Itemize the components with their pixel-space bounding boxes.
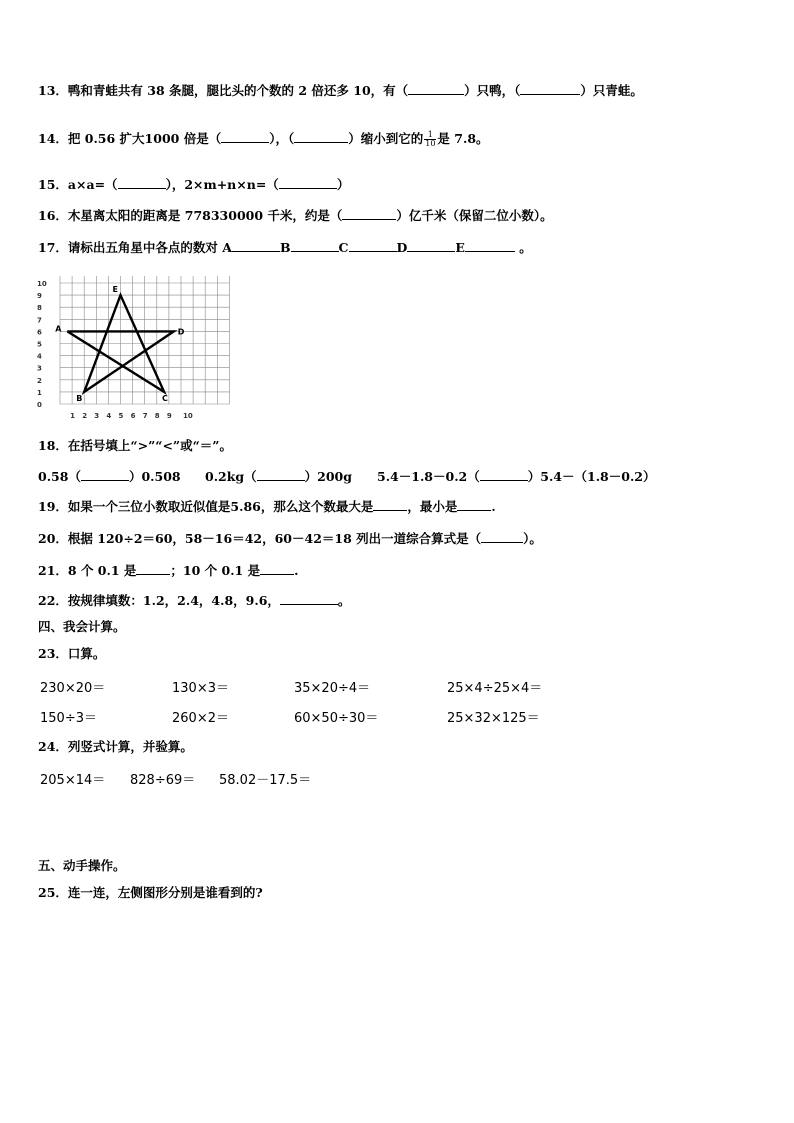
question-17: 17．请标出五角星中各点的数对 A B C D E 。 (38, 240, 532, 255)
question-20: 20．根据 120÷2＝60，58－16＝42，60－42＝18 列出一道综合算式是（ ）。 (38, 531, 542, 546)
oral-calc-item: 25×4÷25×4＝ (447, 681, 543, 696)
vertical-calc-item: 205×14＝ (40, 773, 106, 788)
answer-blank[interactable] (221, 130, 269, 143)
y-tick-label: 9 (37, 292, 42, 301)
x-tick-label: 3 (94, 412, 100, 420)
answer-blank[interactable] (257, 468, 305, 481)
question-14: 14．把 0.56 扩大1000 倍是（ ），（ ）缩小到它的 $\frac{1}{10}$ 是 7.8。 (38, 130, 489, 148)
x-tick-label: 7 (142, 412, 148, 420)
y-tick-label: 3 (37, 364, 42, 373)
answer-blank-b[interactable] (291, 239, 339, 252)
answer-blank[interactable] (373, 498, 407, 511)
answer-blank[interactable] (481, 530, 523, 543)
compare-item-2: 0.2kg（ ）200g (205, 469, 352, 484)
oral-calc-item: 150÷3＝ (40, 711, 97, 726)
star-point-label-a: A (55, 324, 62, 334)
answer-blank[interactable] (260, 562, 294, 575)
compare-item-3: 5.4－1.8－0.2（ ）5.4－（1.8－0.2） (377, 469, 656, 484)
oral-calc-item: 230×20＝ (40, 681, 106, 696)
answer-blank[interactable] (457, 498, 491, 511)
answer-blank[interactable] (81, 468, 129, 481)
question-23: 23．口算。 (38, 646, 106, 661)
answer-blank[interactable] (136, 562, 170, 575)
answer-blank[interactable] (480, 468, 528, 481)
section-4-heading: 四、我会计算。 (38, 619, 126, 634)
answer-blank[interactable] (294, 130, 348, 143)
oral-calc-item: 260×2＝ (172, 711, 229, 726)
x-tick-label: 6 (130, 412, 136, 420)
question-22: 22．按规律填数：1.2，2.4，4.8，9.6， 。 (38, 593, 351, 608)
question-16: 16．木星离太阳的距离是 778330000 千米，约是（ ）亿千米（保留二位小数）。 (38, 208, 553, 223)
y-tick-label: 10 (37, 280, 47, 288)
y-tick-label: 5 (37, 340, 42, 349)
x-tick-label: 9 (166, 412, 172, 420)
question-18: 18．在括号填上“>”“<”或“＝”。 (38, 438, 232, 453)
star-grid-figure (34, 276, 234, 422)
question-21: 21．8 个 0.1 是 ；10 个 0.1 是 . (38, 563, 299, 578)
x-tick-label: 4 (106, 412, 112, 420)
vertical-calc-item: 828÷69＝ (130, 773, 196, 788)
oral-calc-item: 60×50÷30＝ (294, 711, 379, 726)
y-tick-label: 1 (37, 388, 42, 397)
vertical-calc-item: 58.02－17.5＝ (219, 773, 312, 788)
answer-blank-e[interactable] (465, 239, 515, 252)
x-tick-label: 2 (82, 412, 88, 420)
y-tick-label: 8 (37, 304, 42, 313)
x-tick-label: 1 (70, 412, 75, 420)
answer-blank-c[interactable] (349, 239, 397, 252)
compare-item-1: 0.58（ ）0.508 (38, 469, 181, 484)
question-19: 19．如果一个三位小数取近似值是5.86，那么这个数最大是 ，最小是 . (38, 499, 496, 514)
oral-calc-item: 35×20÷4＝ (294, 681, 371, 696)
question-15: 15．a×a=（ ），2×m+n×n=（ ） (38, 177, 350, 192)
fraction: $\frac{1}{10}$ (425, 130, 436, 148)
oral-calc-item: 130×3＝ (172, 681, 229, 696)
y-tick-label: 0 (37, 401, 42, 409)
answer-blank[interactable] (408, 82, 464, 95)
x-tick-label: 5 (118, 412, 124, 420)
y-tick-label: 2 (37, 376, 42, 385)
answer-blank[interactable] (280, 592, 338, 605)
y-tick-label: 7 (37, 316, 42, 325)
answer-blank-a[interactable] (232, 239, 280, 252)
oral-calc-item: 25×32×125＝ (447, 711, 540, 726)
answer-blank[interactable] (279, 176, 337, 189)
star-point-label-b: B (76, 393, 83, 403)
star-point-label-c: C (162, 393, 168, 403)
y-tick-label: 4 (37, 352, 42, 361)
star-point-label-d: D (177, 327, 185, 337)
star-point-label-e: E (112, 285, 118, 295)
x-tick-label: 8 (154, 412, 160, 420)
answer-blank[interactable] (118, 176, 166, 189)
question-13: 13．鸭和青蛙共有 38 条腿，腿比头的个数的 2 倍还多 10，有（ ）只鸭，（ ）只青蛙。 (38, 83, 643, 98)
answer-blank[interactable] (342, 207, 396, 220)
question-number: 13． (38, 83, 68, 98)
x-tick-label: 10 (183, 412, 193, 420)
question-25: 25．连一连，左侧图形分别是谁看到的? (38, 885, 263, 900)
y-tick-label: 6 (37, 328, 42, 337)
answer-blank[interactable] (520, 82, 580, 95)
question-24: 24．列竖式计算，并验算。 (38, 739, 193, 754)
section-5-heading: 五、动手操作。 (38, 858, 126, 873)
answer-blank-d[interactable] (407, 239, 455, 252)
